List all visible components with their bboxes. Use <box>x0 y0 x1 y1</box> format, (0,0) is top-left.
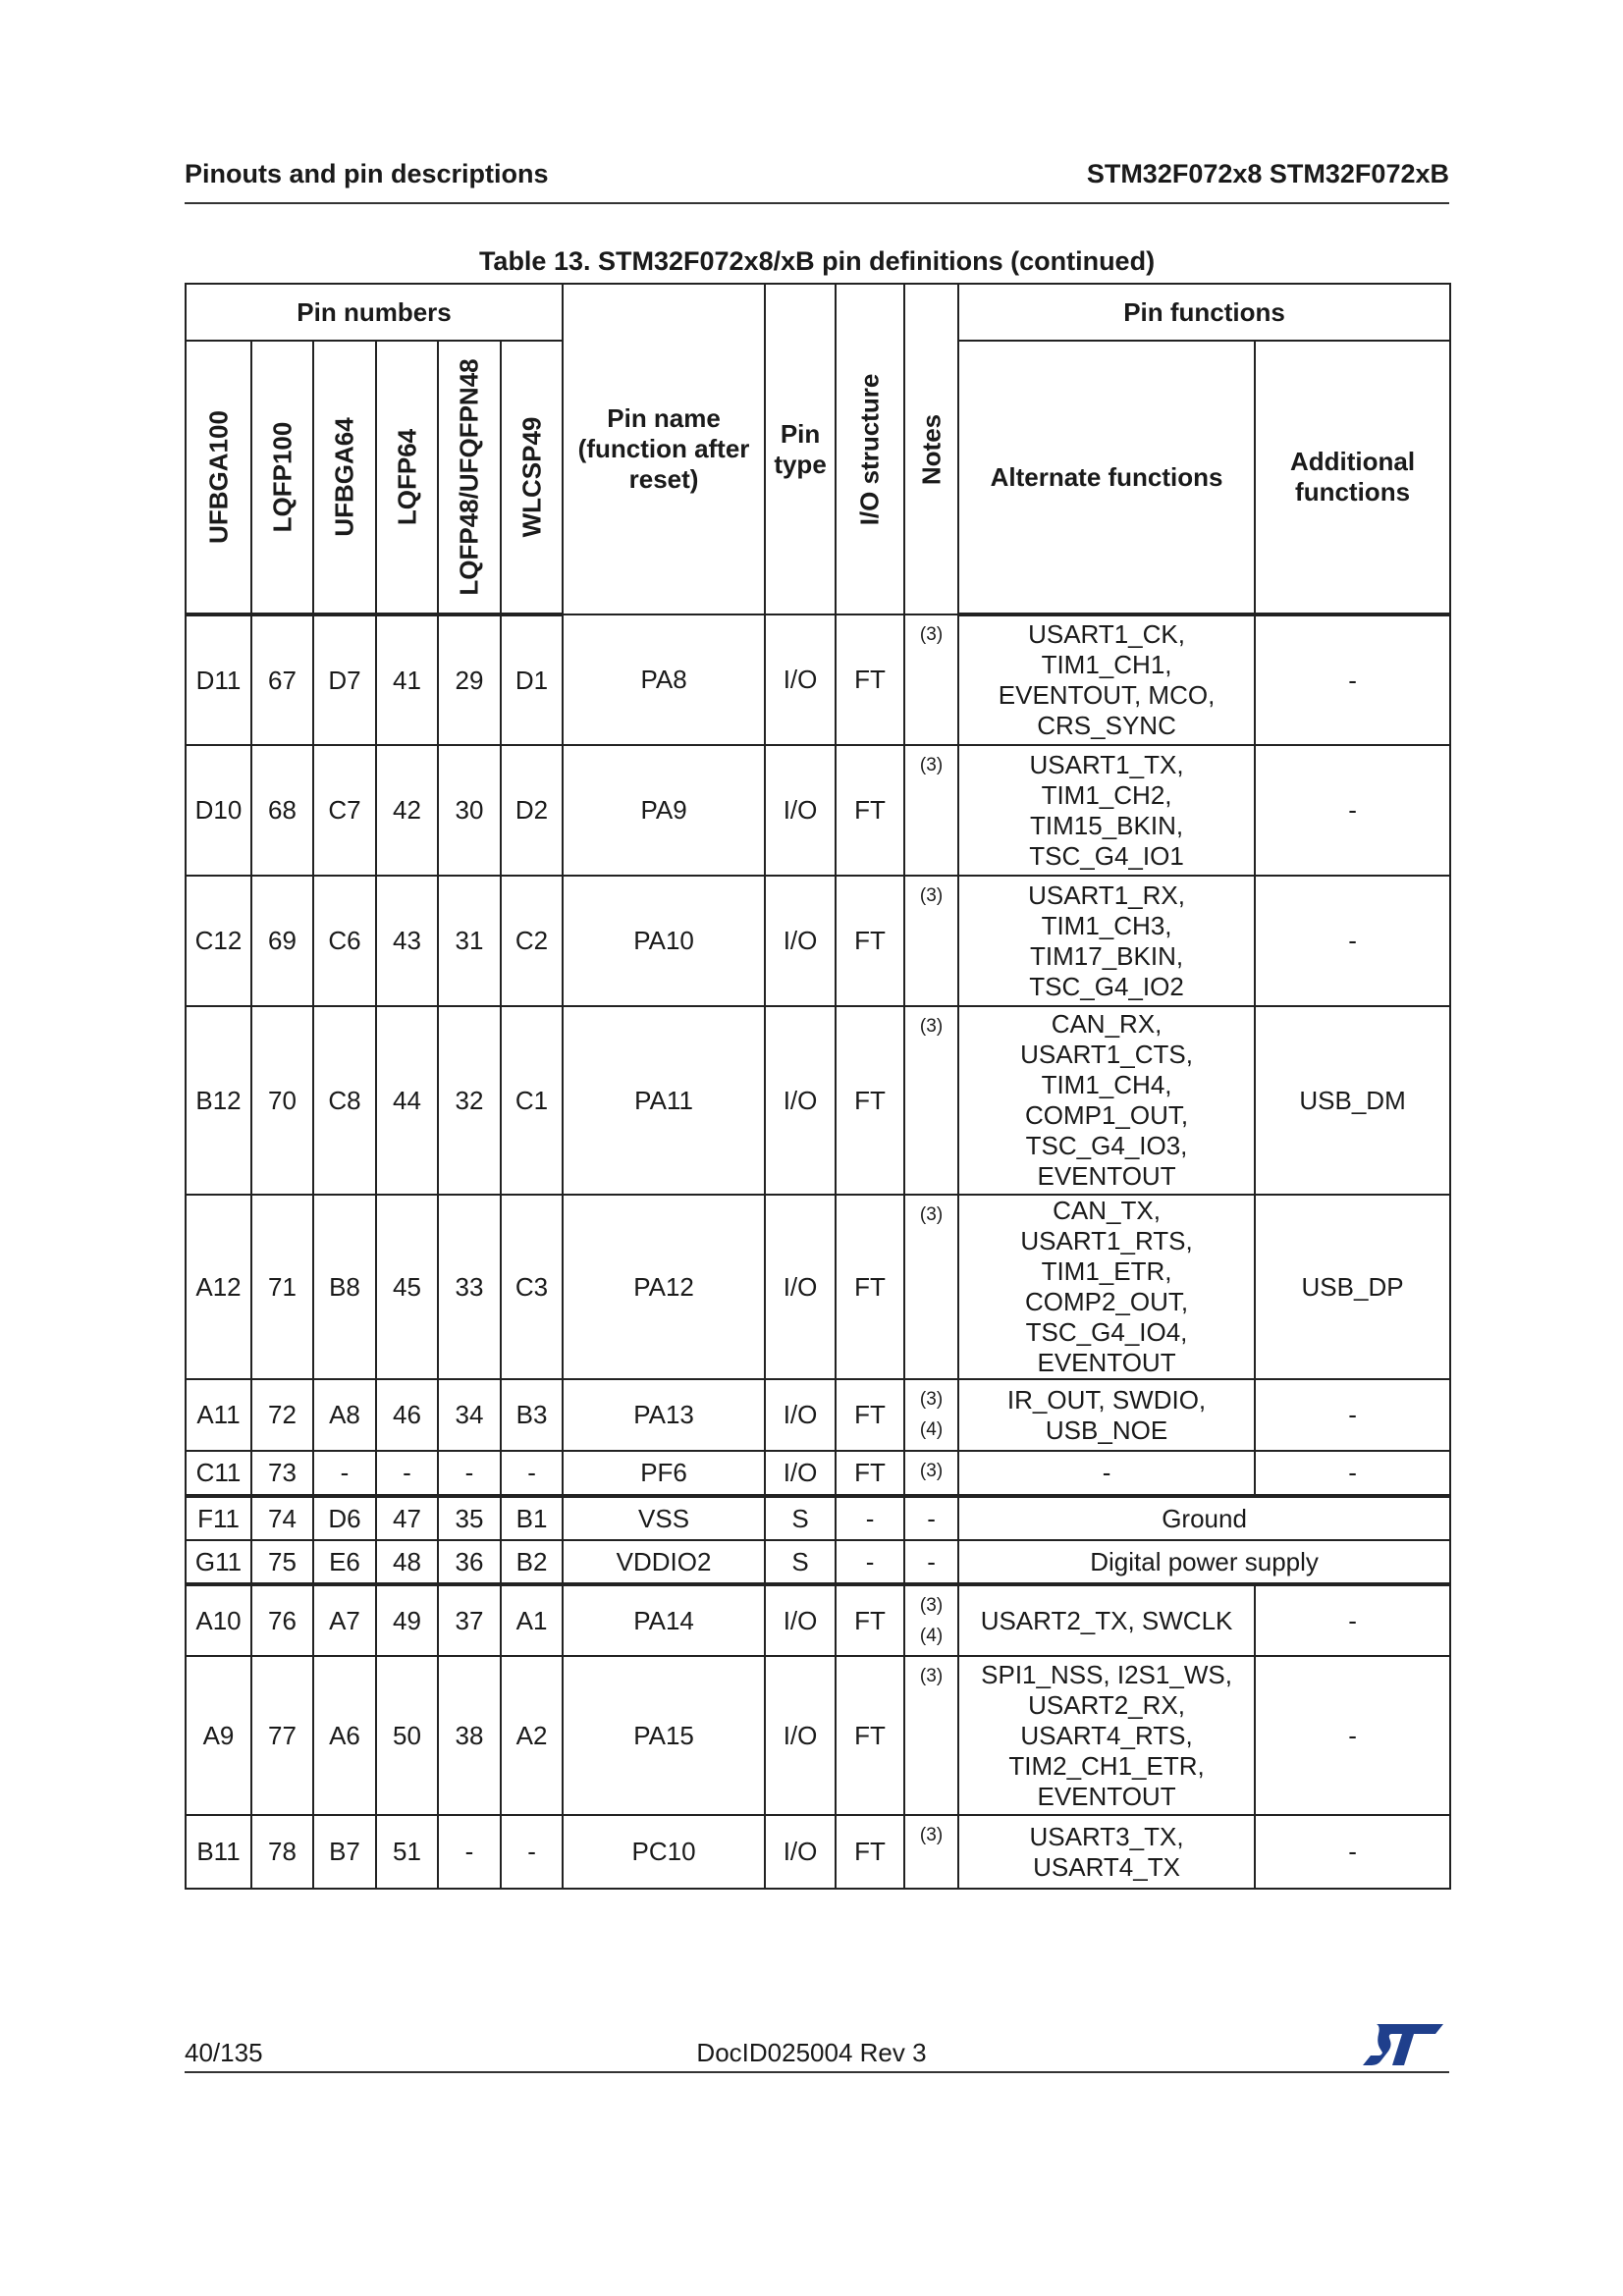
pin-number-cell: B2 <box>501 1540 563 1584</box>
pin-number-cell: C6 <box>313 876 376 1006</box>
pin-number-cell: 74 <box>251 1496 313 1540</box>
notes-label: Notes <box>916 413 947 485</box>
pin-numbers-header: Pin numbers <box>186 284 563 341</box>
pin-number-cell: 78 <box>251 1815 313 1889</box>
alternate-functions-cell <box>958 1195 1255 1379</box>
pin-number-cell: 68 <box>251 745 313 876</box>
table-row <box>186 1540 1450 1584</box>
alternate-function-line: TIM1_CH2, <box>1041 779 1172 810</box>
alternate-function-line: - <box>1102 1458 1111 1487</box>
pin-number-cell: D7 <box>313 614 376 745</box>
note-ref: (3) <box>919 1204 944 1225</box>
package-label: UFBGA100 <box>203 410 233 544</box>
pin-number-cell: 37 <box>438 1584 501 1656</box>
pin-number-cell: C2 <box>501 876 563 1006</box>
pin-number-cell: B1 <box>501 1496 563 1540</box>
pin-number-cell: B11 <box>186 1815 251 1889</box>
pin-number-cell: 76 <box>251 1584 313 1656</box>
pin-type-cell: I/O <box>765 1379 836 1451</box>
pin-number-cell: 48 <box>376 1540 438 1584</box>
pin-number-cell: C3 <box>501 1195 563 1379</box>
alternate-function-line: CAN_RX, <box>1051 1009 1163 1039</box>
io-structure-label: I/O structure <box>854 373 885 525</box>
package-header <box>251 341 313 614</box>
table-row <box>186 1006 1450 1195</box>
pin-number-cell: C12 <box>186 876 251 1006</box>
note-ref: (3) <box>919 1461 944 1481</box>
pin-number-cell: A1 <box>501 1584 563 1656</box>
additional-functions-cell: - <box>1255 1379 1450 1451</box>
table-row <box>186 614 1450 745</box>
pin-function-cell: Digital power supply <box>958 1540 1450 1584</box>
alternate-function-line: USART2_TX, SWCLK <box>980 1605 1233 1635</box>
alternate-function-line: USART1_RX, <box>1028 880 1185 910</box>
notes-header <box>904 284 958 614</box>
io-structure-cell: - <box>836 1540 904 1584</box>
pin-name-cell: PA9 <box>563 745 765 876</box>
pin-number-cell: B3 <box>501 1379 563 1451</box>
note-ref: (3) <box>919 885 944 906</box>
pin-number-cell: 32 <box>438 1006 501 1195</box>
pin-number-cell: 38 <box>438 1656 501 1815</box>
additional-functions-cell: USB_DM <box>1255 1006 1450 1195</box>
pin-number-cell: F11 <box>186 1496 251 1540</box>
footer-rule <box>185 2071 1449 2073</box>
pin-number-cell: B8 <box>313 1195 376 1379</box>
alternate-functions-cell <box>958 1815 1255 1889</box>
alternate-functions-cell <box>958 1451 1255 1496</box>
alternate-function-line: USART4_RTS, <box>1020 1720 1193 1750</box>
pin-type-cell: I/O <box>765 1815 836 1889</box>
table-title: Table 13. STM32F072x8/xB pin definitions (continued) <box>478 246 1156 276</box>
notes-cell <box>904 1379 958 1451</box>
alternate-function-line: TIM1_CH4, <box>1041 1070 1172 1099</box>
table-row <box>186 745 1450 876</box>
pin-type-cell: S <box>765 1496 836 1540</box>
pin-number-cell: 31 <box>438 876 501 1006</box>
table-row <box>186 876 1450 1006</box>
notes-cell <box>904 1195 958 1379</box>
note-ref: - <box>927 1546 936 1576</box>
pin-definitions-table <box>185 283 1451 1890</box>
table-row <box>186 1496 1450 1540</box>
pin-name-cell: PA8 <box>563 614 765 745</box>
pin-number-cell: A6 <box>313 1656 376 1815</box>
pin-name-cell: PA11 <box>563 1006 765 1195</box>
notes-cell <box>904 745 958 876</box>
alternate-function-line: CRS_SYNC <box>1037 711 1176 740</box>
package-header <box>438 341 501 614</box>
package-label: LQFP100 <box>267 421 297 533</box>
io-structure-cell: FT <box>836 1195 904 1379</box>
note-ref: (3) <box>919 624 944 645</box>
package-header <box>186 341 251 614</box>
st-logo-icon <box>1363 2020 1445 2069</box>
alternate-functions-cell <box>958 1584 1255 1656</box>
notes-cell <box>904 1584 958 1656</box>
alternate-functions-cell <box>958 1379 1255 1451</box>
alternate-function-line: TSC_G4_IO2 <box>1029 971 1184 1001</box>
table-row <box>186 1379 1450 1451</box>
pin-name-cell: PA15 <box>563 1656 765 1815</box>
pin-name-cell: PA12 <box>563 1195 765 1379</box>
pin-number-cell: G11 <box>186 1540 251 1584</box>
note-ref: (3) <box>919 1595 944 1616</box>
pin-rows <box>186 614 1450 1889</box>
alternate-function-line: USB_NOE <box>1045 1415 1168 1445</box>
pin-number-cell: 67 <box>251 614 313 745</box>
io-structure-cell: - <box>836 1496 904 1540</box>
pin-type-cell: I/O <box>765 1006 836 1195</box>
alternate-function-line: TSC_G4_IO3, <box>1025 1131 1188 1160</box>
pin-number-cell: C11 <box>186 1451 251 1496</box>
alternate-function-line: IR_OUT, SWDIO, <box>1006 1384 1207 1415</box>
alternate-function-line: EVENTOUT <box>1037 1348 1176 1377</box>
pin-number-cell: - <box>438 1815 501 1889</box>
alternate-functions-header: Alternate functions <box>958 341 1255 614</box>
table-row <box>186 1815 1450 1889</box>
additional-functions-cell: - <box>1255 876 1450 1006</box>
running-header-left: Pinouts and pin descriptions <box>185 159 549 188</box>
package-label: LQFP48/UFQFPN48 <box>454 358 484 596</box>
note-ref: (3) <box>919 1825 944 1845</box>
pin-number-cell: 49 <box>376 1584 438 1656</box>
alternate-function-line: SPI1_NSS, I2S1_WS, <box>981 1659 1232 1689</box>
pin-number-cell: 36 <box>438 1540 501 1584</box>
additional-functions-cell: - <box>1255 1584 1450 1656</box>
alternate-function-line: TIM2_CH1_ETR, <box>1008 1750 1205 1781</box>
io-structure-cell: FT <box>836 1815 904 1889</box>
alternate-function-line: TIM1_CH3, <box>1041 910 1172 940</box>
pin-number-cell: 46 <box>376 1379 438 1451</box>
pin-function-cell: Ground <box>958 1496 1450 1540</box>
notes-cell <box>904 876 958 1006</box>
table-row <box>186 1584 1450 1656</box>
pin-name-cell: PC10 <box>563 1815 765 1889</box>
alternate-function-line: EVENTOUT <box>1037 1161 1176 1191</box>
pin-number-cell: 42 <box>376 745 438 876</box>
io-structure-cell: FT <box>836 1006 904 1195</box>
alternate-function-line: COMP2_OUT, <box>1024 1287 1189 1316</box>
alternate-function-line: EVENTOUT, MCO, <box>998 680 1216 710</box>
pin-number-cell: 77 <box>251 1656 313 1815</box>
alternate-functions-cell <box>958 745 1255 876</box>
alternate-functions-cell <box>958 614 1255 745</box>
package-label: UFBGA64 <box>329 417 359 537</box>
notes-cell <box>904 1496 958 1540</box>
table-row <box>186 1451 1450 1496</box>
pin-name-cell: PF6 <box>563 1451 765 1496</box>
pin-number-cell: B7 <box>313 1815 376 1889</box>
notes-cell <box>904 1656 958 1815</box>
pin-number-cell: A8 <box>313 1379 376 1451</box>
alternate-function-line: USART1_TX, <box>1029 749 1184 779</box>
pin-number-cell: 41 <box>376 614 438 745</box>
pin-number-cell: C1 <box>501 1006 563 1195</box>
alternate-function-line: COMP1_OUT, <box>1024 1100 1189 1130</box>
pin-number-cell: D2 <box>501 745 563 876</box>
alternate-function-line: USART1_CTS, <box>1020 1040 1193 1069</box>
pin-number-cell: A7 <box>313 1584 376 1656</box>
pin-number-cell: D10 <box>186 745 251 876</box>
notes-cell <box>904 1815 958 1889</box>
additional-functions-header: Additional functions <box>1255 341 1450 614</box>
pin-number-cell: 45 <box>376 1195 438 1379</box>
pin-number-cell: A2 <box>501 1656 563 1815</box>
pin-name-header: Pin name (function after reset) <box>563 284 765 614</box>
pin-number-cell: 44 <box>376 1006 438 1195</box>
pin-number-cell: 30 <box>438 745 501 876</box>
pin-type-cell: I/O <box>765 1451 836 1496</box>
page-number: 40/135 <box>185 2038 263 2067</box>
note-ref: (3) <box>919 1666 944 1686</box>
additional-functions-cell: - <box>1255 745 1450 876</box>
table-row <box>186 1195 1450 1379</box>
pin-number-cell: E6 <box>313 1540 376 1584</box>
io-structure-cell: FT <box>836 1656 904 1815</box>
notes-cell <box>904 1540 958 1584</box>
pin-name-cell: PA10 <box>563 876 765 1006</box>
pin-name-cell: VDDIO2 <box>563 1540 765 1584</box>
pin-number-cell: 29 <box>438 614 501 745</box>
pin-number-cell: C8 <box>313 1006 376 1195</box>
io-structure-header <box>836 284 904 614</box>
additional-functions-cell: USB_DP <box>1255 1195 1450 1379</box>
alternate-function-line: TIM1_CH1, <box>1041 650 1172 679</box>
pin-number-cell: D11 <box>186 614 251 745</box>
io-structure-cell: FT <box>836 1584 904 1656</box>
pin-number-cell: A11 <box>186 1379 251 1451</box>
alternate-function-line: TSC_G4_IO1 <box>1029 840 1184 871</box>
alternate-functions-cell <box>958 1656 1255 1815</box>
pin-number-cell: 50 <box>376 1656 438 1815</box>
note-ref: - <box>927 1503 936 1533</box>
pin-type-cell: I/O <box>765 1584 836 1656</box>
io-structure-cell: FT <box>836 876 904 1006</box>
pin-number-cell: 43 <box>376 876 438 1006</box>
pin-number-cell: 33 <box>438 1195 501 1379</box>
additional-functions-cell: - <box>1255 614 1450 745</box>
pin-type-cell: I/O <box>765 1656 836 1815</box>
alternate-function-line: USART2_RX, <box>1028 1689 1185 1720</box>
notes-cell <box>904 1006 958 1195</box>
package-label: WLCSP49 <box>516 416 547 538</box>
notes-cell <box>904 614 958 745</box>
pin-number-cell: A10 <box>186 1584 251 1656</box>
pin-type-cell: I/O <box>765 614 836 745</box>
alternate-function-line: TIM17_BKIN, <box>1030 940 1184 971</box>
pin-number-cell: 69 <box>251 876 313 1006</box>
package-header <box>313 341 376 614</box>
pin-number-cell: 71 <box>251 1195 313 1379</box>
notes-cell <box>904 1451 958 1496</box>
pin-type-cell: I/O <box>765 745 836 876</box>
table-row <box>186 1656 1450 1815</box>
pin-number-cell: - <box>438 1451 501 1496</box>
pin-number-cell: A12 <box>186 1195 251 1379</box>
package-label: LQFP64 <box>392 428 421 526</box>
alternate-function-line: USART3_TX, <box>1029 1821 1184 1851</box>
pin-number-cell: 34 <box>438 1379 501 1451</box>
pin-number-cell: A9 <box>186 1656 251 1815</box>
io-structure-cell: FT <box>836 1451 904 1496</box>
io-structure-cell: FT <box>836 745 904 876</box>
package-header <box>501 341 563 614</box>
pin-type-header: Pin type <box>765 284 836 614</box>
additional-functions-cell: - <box>1255 1656 1450 1815</box>
pin-number-cell: 47 <box>376 1496 438 1540</box>
io-structure-cell: FT <box>836 614 904 745</box>
pin-number-cell: 51 <box>376 1815 438 1889</box>
pin-number-cell: 70 <box>251 1006 313 1195</box>
note-ref: (4) <box>919 1626 944 1646</box>
alternate-function-line: EVENTOUT <box>1037 1781 1176 1811</box>
alternate-functions-cell <box>958 1006 1255 1195</box>
pin-number-cell: - <box>501 1815 563 1889</box>
pin-name-cell: VSS <box>563 1496 765 1540</box>
alternate-function-line: TIM1_ETR, <box>1041 1256 1172 1286</box>
alternate-functions-cell <box>958 876 1255 1006</box>
header-rule <box>185 202 1449 204</box>
note-ref: (3) <box>919 1389 944 1410</box>
note-ref: (3) <box>919 1016 944 1037</box>
pin-number-cell: - <box>376 1451 438 1496</box>
pin-number-cell: 35 <box>438 1496 501 1540</box>
pin-number-cell: 72 <box>251 1379 313 1451</box>
pin-number-cell: B12 <box>186 1006 251 1195</box>
note-ref: (3) <box>919 755 944 775</box>
package-header <box>376 341 438 614</box>
pin-type-cell: I/O <box>765 1195 836 1379</box>
additional-functions-cell: - <box>1255 1451 1450 1496</box>
running-header-right: STM32F072x8 STM32F072xB <box>1086 159 1449 188</box>
pin-number-cell: 73 <box>251 1451 313 1496</box>
additional-functions-cell: - <box>1255 1815 1450 1889</box>
pin-name-cell: PA13 <box>563 1379 765 1451</box>
pin-type-cell: I/O <box>765 876 836 1006</box>
io-structure-cell: FT <box>836 1379 904 1451</box>
pin-type-cell: S <box>765 1540 836 1584</box>
note-ref: (4) <box>919 1419 944 1440</box>
pin-number-cell: - <box>501 1451 563 1496</box>
document-id: DocID025004 Rev 3 <box>696 2038 927 2067</box>
pin-number-cell: 75 <box>251 1540 313 1584</box>
pin-name-cell: PA14 <box>563 1584 765 1656</box>
alternate-function-line: CAN_TX, USART1_RTS, <box>1020 1196 1193 1255</box>
pin-functions-header: Pin functions <box>958 284 1450 341</box>
pin-number-cell: - <box>313 1451 376 1496</box>
pin-number-cell: D6 <box>313 1496 376 1540</box>
pin-number-cell: D1 <box>501 614 563 745</box>
alternate-function-line: USART4_TX <box>1033 1851 1180 1882</box>
alternate-function-line: TSC_G4_IO4, <box>1025 1317 1188 1347</box>
pin-number-cell: C7 <box>313 745 376 876</box>
alternate-function-line: TIM15_BKIN, <box>1030 810 1184 840</box>
alternate-function-line: USART1_CK, <box>1028 619 1185 649</box>
